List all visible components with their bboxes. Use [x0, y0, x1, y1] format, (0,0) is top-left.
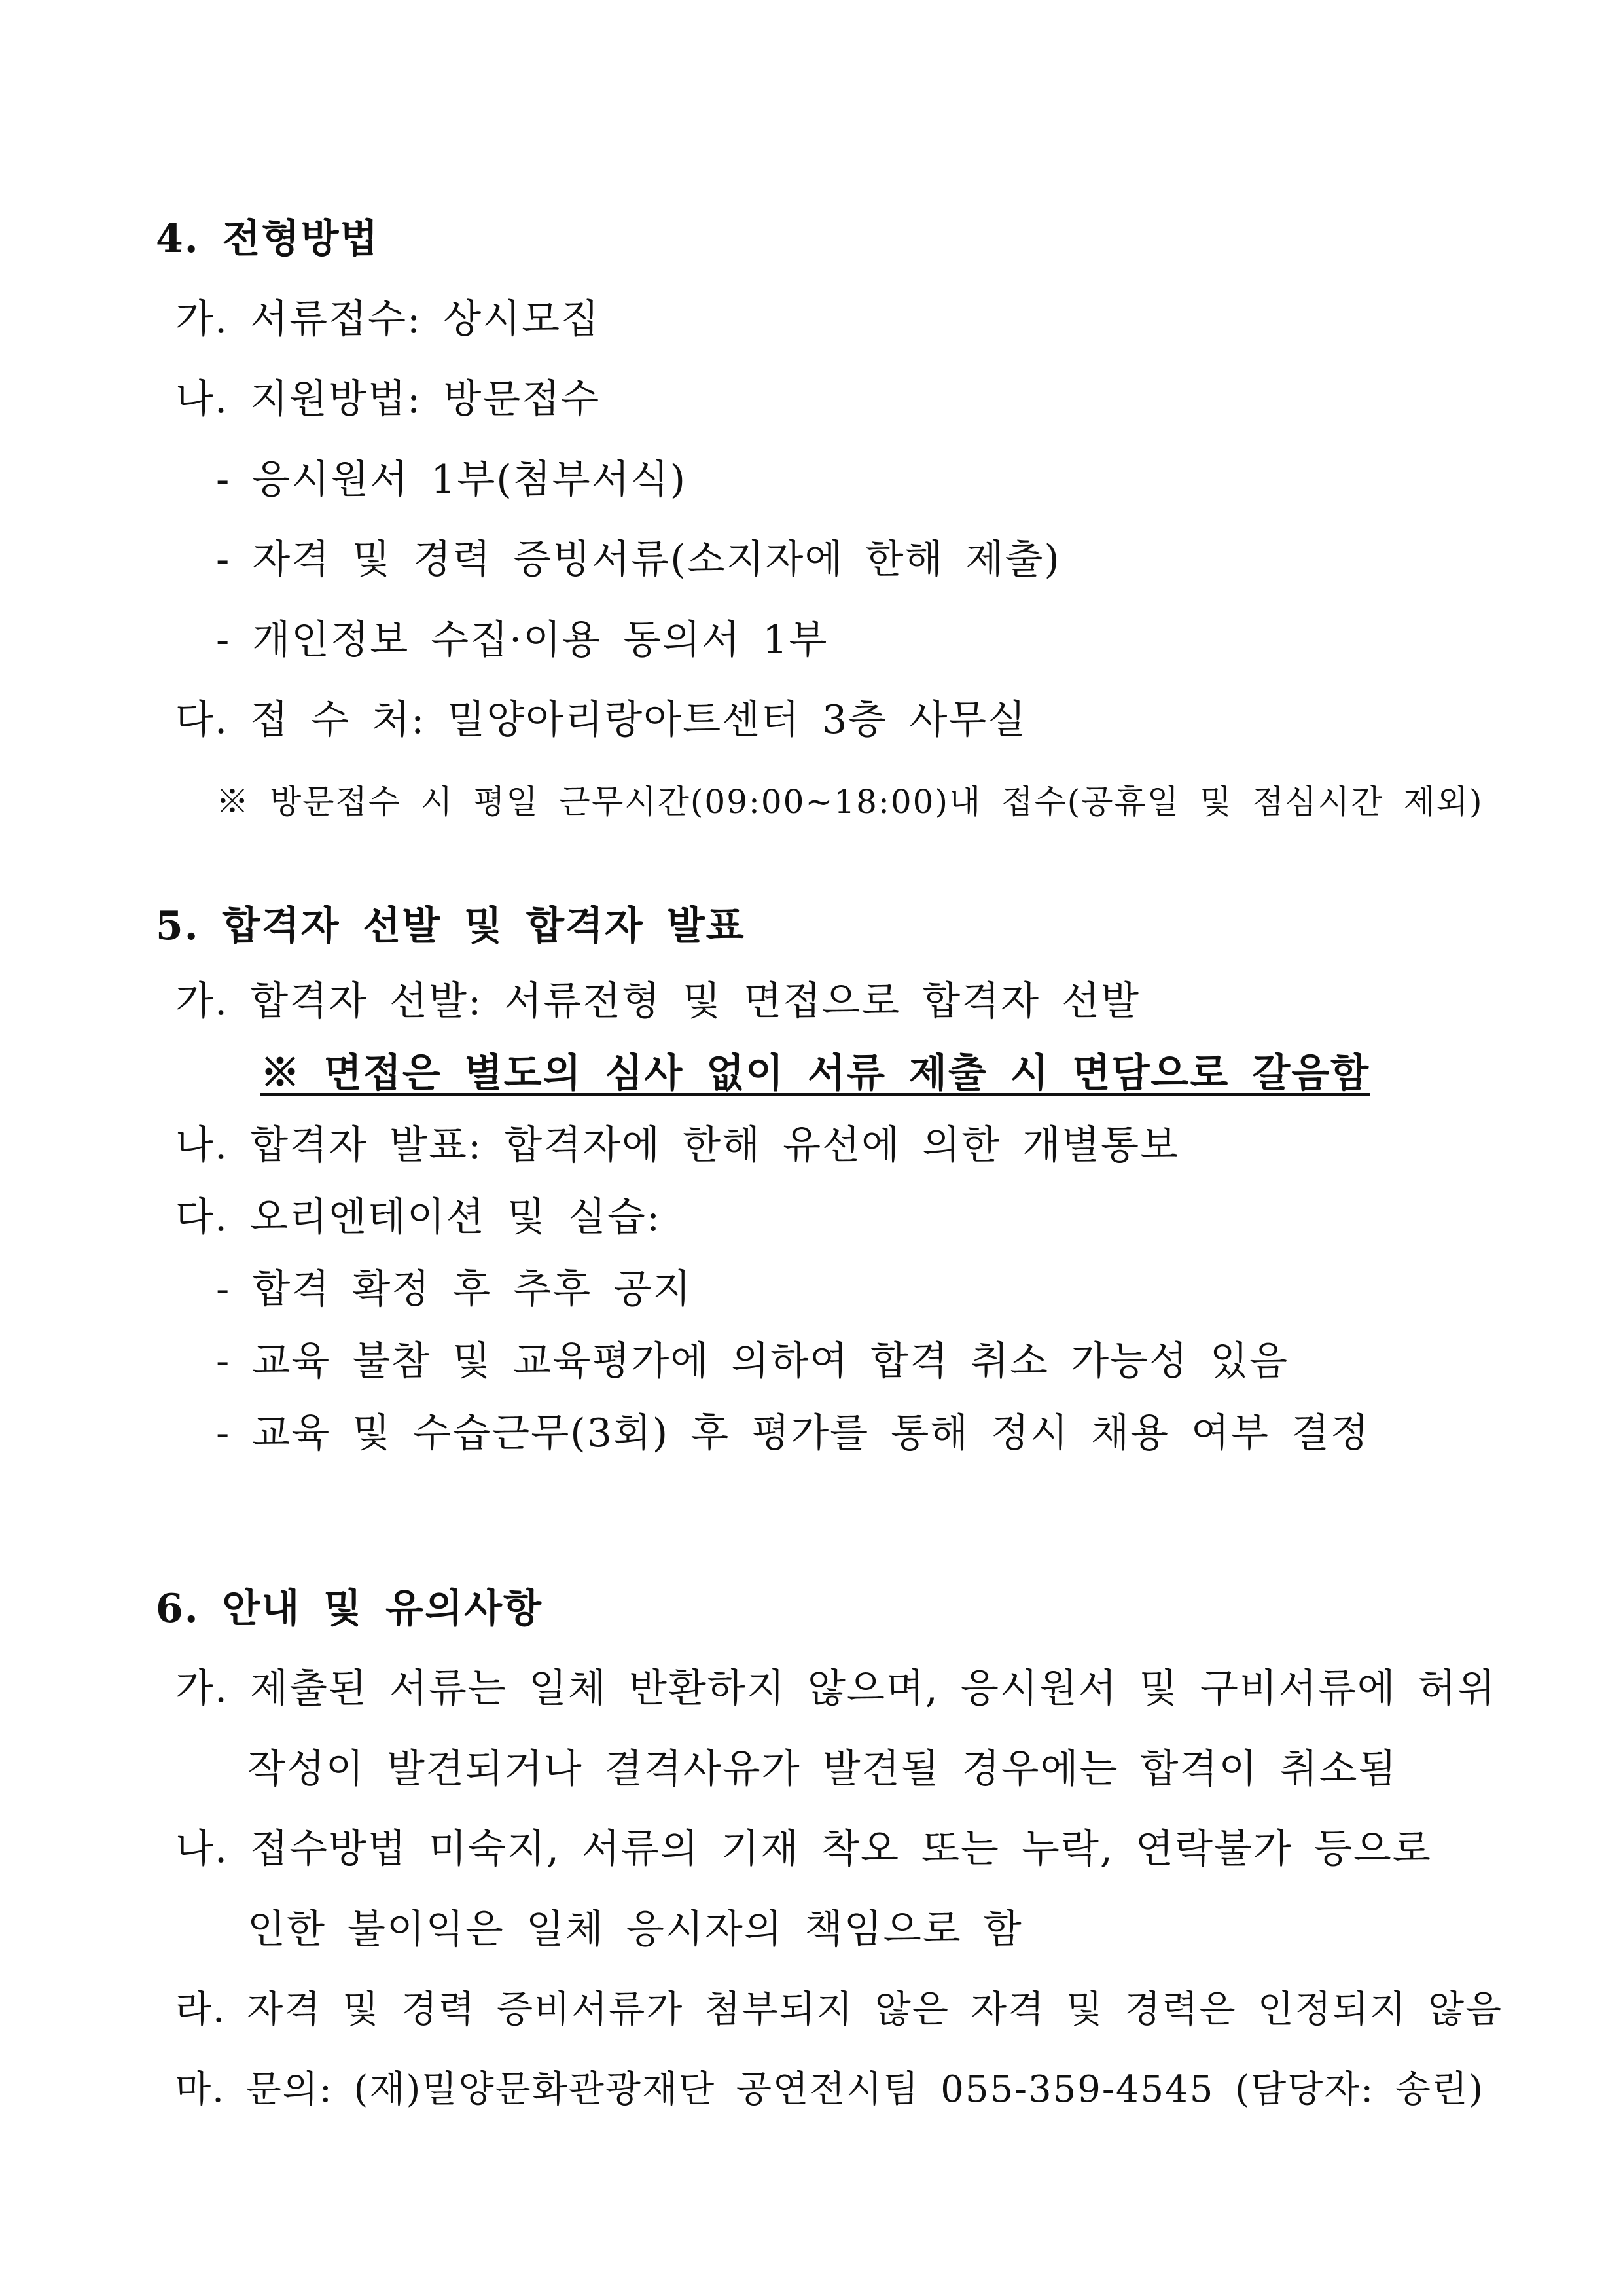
- section-5-subitem-evaluation: - 교육 및 수습근무(3회) 후 평가를 통해 정시 채용 여부 결정: [216, 1410, 1370, 1456]
- section-5-subitem-notice: - 합격 확정 후 추후 공지: [216, 1266, 692, 1312]
- section-6-heading: 6. 안내 및 유의사항: [156, 1586, 543, 1632]
- section-6-item-ra: 라. 자격 및 경력 증비서류가 첨부되지 않은 자격 및 경력은 인정되지 않음: [175, 1988, 1503, 2031]
- section-5-heading: 5. 합격자 선발 및 합격자 발표: [156, 903, 745, 949]
- section-6-item-ga-line2: 작성이 발견되거나 결격사유가 발견될 경우에는 합격이 취소됨: [247, 1746, 1398, 1792]
- section-4-item-ga: 가. 서류접수: 상시모집: [175, 296, 601, 342]
- section-6-item-ga-line1: 가. 제출된 서류는 일체 반환하지 않으며, 응시원서 및 구비서류에 허위: [175, 1666, 1497, 1712]
- section-5-item-da: 다. 오리엔테이션 및 실습:: [175, 1194, 662, 1240]
- section-6-item-na-line2: 인한 불이익은 일체 응시자의 책임으로 함: [247, 1907, 1023, 1952]
- section-4-item-na: 나. 지원방법: 방문접수: [175, 376, 601, 422]
- section-5-subitem-cancel: - 교육 불참 및 교육평가에 의하여 합격 취소 가능성 있음: [216, 1338, 1289, 1384]
- section-5-item-na: 나. 합격자 발표: 합격자에 한해 유선에 의한 개별통보: [175, 1122, 1179, 1168]
- section-4-note: ※ 방문접수 시 평일 근무시간(09:00~18:00)내 접수(공휴일 및 점심시간 제외): [216, 783, 1484, 821]
- section-4-subitem-certificates: - 자격 및 경력 증빙서류(소지자에 한해 제출): [216, 537, 1061, 583]
- section-4-subitem-privacy: - 개인정보 수집·이용 동의서 1부: [216, 617, 829, 663]
- section-4-heading: 4. 전형방법: [156, 216, 380, 262]
- section-4-item-da: 다. 접 수 처: 밀양아리랑아트센터 3층 사무실: [175, 697, 1027, 743]
- section-5-item-ga: 가. 합격자 선발: 서류전형 및 면접으로 합격자 선발: [175, 978, 1140, 1024]
- section-6-item-ma-contact: 마. 문의: (재)밀양문화관광재단 공연전시팀 055-359-4545 (담당자: 송린): [175, 2068, 1484, 2111]
- section-4-subitem-application: - 응시원서 1부(첨부서식): [216, 457, 687, 503]
- section-5-note-interview: ※ 면접은 별도의 심사 없이 서류 제출 시 면담으로 갈음함: [260, 1050, 1370, 1096]
- section-6-item-na-line1: 나. 접수방법 미숙지, 서류의 기재 착오 또는 누락, 연락불가 등으로: [175, 1826, 1432, 1872]
